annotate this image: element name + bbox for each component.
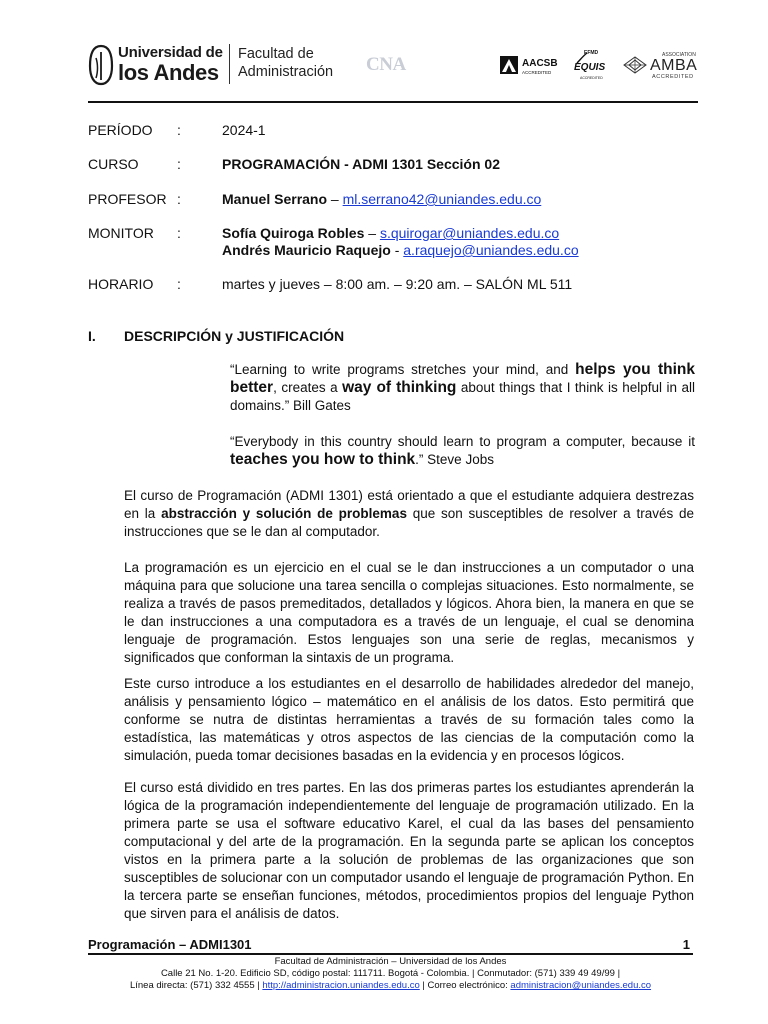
- footer-line-3: [88, 980, 693, 992]
- paragraph-1-text-a: El curso de Programación (ADMI 1301) está orientado a que el estudiante adquiera destrezas en la: [124, 488, 694, 521]
- quote-2-emphasis: teaches you how to think: [230, 451, 416, 468]
- quote-1-emphasis-b: way of thinking: [342, 379, 457, 396]
- monitor-2-name: Andrés Mauricio Raquejo: [222, 242, 391, 258]
- aacsb-sublabel: ACCREDITED: [522, 70, 552, 75]
- quote-1-text-a: “Learning to write programs stretches your mind, and: [230, 362, 576, 377]
- equis-label: EQUIS: [574, 62, 606, 73]
- profesor-name: Manuel Serrano: [222, 191, 328, 207]
- quote-1-emphasis-a: helps you think better: [230, 361, 695, 396]
- header-divider: [229, 44, 230, 84]
- profesor-value: [222, 191, 541, 208]
- amba-association-label: ASSOCIATION: [662, 52, 696, 58]
- profesor-label: PROFESOR: [88, 191, 167, 207]
- equis-sublabel: ACCREDITED: [580, 76, 603, 80]
- monitor-separator: :: [177, 225, 181, 241]
- quote-2-text-b: .” Steve Jobs: [415, 452, 494, 467]
- monitor-2-email-link[interactable]: a.raquejo@uniandes.edu.co: [403, 242, 579, 258]
- university-logo: [88, 42, 224, 88]
- footer-line-3-text-a: Línea directa: (571) 332 4555 |: [129, 980, 263, 991]
- paragraph-3: Este curso introduce a los estudiantes en el desarrollo de habilidades alrededor del manejo, análisis y pensamiento lógico – matemático en el análisis de los datos. Esto permitirá que conforme se nutra de distintas herramientas a través de su formación tales como la estadística, las matemáticas y otros aspectos de las ciencias de la computación como la simulación, pueda tomar decisiones basadas en la evidencia y en procesos lógicos.: [124, 676, 694, 763]
- page-number: 1: [682, 937, 690, 952]
- quote-1-text-c: about things that I think is helpful in all domains.” Bill Gates: [230, 380, 695, 413]
- quote-2-text-a: “Everybody in this country should learn to program a computer, because it: [230, 434, 695, 449]
- university-name-line2: los Andes: [118, 60, 219, 85]
- header-rule: [88, 101, 698, 103]
- horario-separator: :: [177, 276, 181, 292]
- info-row-monitor: [88, 225, 708, 261]
- faculty-name-line2: Administración: [238, 64, 334, 80]
- periodo-value: 2024-1: [222, 122, 266, 138]
- periodo-label: PERÍODO: [88, 122, 153, 138]
- efmd-label: EFMD: [584, 50, 599, 56]
- quote-1-text-b: , creates a: [273, 380, 343, 395]
- curso-label: CURSO: [88, 156, 139, 172]
- equis-logo: [574, 50, 622, 82]
- quote-bill-gates: [230, 361, 695, 415]
- letterhead: [88, 40, 698, 92]
- quote-steve-jobs: [230, 433, 695, 469]
- section-title: DESCRIPCIÓN y JUSTIFICACIÓN: [124, 328, 345, 344]
- paragraph-2: La programación es un ejercicio en el cual se le dan instrucciones a un computador o una máquina para que solucione una tarea sencilla o complejas situaciones. Esto normalmente, se realiza a través de pasos premeditados, detallados y lógicos. Ahora bien, la manera en que se le dan instrucciones a una computadora es a través de un lenguaje, el cual se denomina lenguaje de programación. Estos lenguajes son una serie de reglas, mecanismos y significados que conforman la sintaxis de un programa.: [124, 560, 694, 665]
- paragraph-1-text-b: que son susceptibles de resolver a través de instrucciones que se le dan al computador.: [124, 506, 694, 539]
- amba-logo: [622, 52, 698, 82]
- footer-line-3-text-b: | Correo electrónico:: [419, 980, 511, 991]
- periodo-separator: :: [177, 122, 181, 138]
- university-name-line1: Universidad de: [118, 44, 223, 61]
- monitor-label: MONITOR: [88, 225, 154, 241]
- horario-label: HORARIO: [88, 276, 154, 292]
- monitor-1-name: Sofía Quiroga Robles: [222, 225, 365, 241]
- profesor-separator: :: [177, 191, 181, 207]
- monitor-2: [222, 242, 579, 259]
- amba-label: AMBA: [650, 57, 698, 74]
- amba-sublabel: ACCREDITED: [652, 74, 694, 80]
- section-number: I.: [88, 328, 96, 344]
- profesor-dash: –: [327, 191, 343, 207]
- footer-website-link[interactable]: http://administracion.uniandes.edu.co: [262, 980, 420, 991]
- aacsb-emblem-icon: [500, 56, 518, 74]
- monitor-1-dash: –: [364, 225, 380, 241]
- cna-logo: CNA: [366, 54, 406, 75]
- monitor-1: [222, 225, 559, 242]
- footer-line-2: Calle 21 No. 1-20. Edificio SD, código postal: 111711. Bogotá - Colombia. | Conmutador: (571) 339 49 49/99 |: [160, 968, 621, 979]
- monitor-2-dash: -: [390, 242, 404, 258]
- curso-separator: :: [177, 156, 181, 172]
- profesor-email-link[interactable]: ml.serrano42@uniandes.edu.co: [342, 191, 542, 207]
- faculty-name-line1: Facultad de: [238, 46, 314, 62]
- university-emblem-icon: [88, 44, 114, 86]
- aacsb-label: AACSB: [522, 58, 558, 69]
- paragraph-1-emphasis: abstracción y solución de problemas: [161, 506, 407, 521]
- footer-email-link[interactable]: administracion@uniandes.edu.co: [510, 980, 652, 991]
- aacsb-logo: [500, 54, 562, 80]
- curso-value: PROGRAMACIÓN - ADMI 1301 Sección 02: [222, 156, 500, 172]
- footer-course-title: Programación – ADMI1301: [88, 937, 252, 952]
- footer-line-1: Facultad de Administración – Universidad de los Andes: [274, 956, 507, 967]
- paragraph-1: [124, 487, 694, 541]
- horario-value: martes y jueves – 8:00 am. – 9:20 am. – SALÓN ML 511: [222, 276, 573, 292]
- monitor-1-email-link[interactable]: s.quirogar@uniandes.edu.co: [379, 225, 560, 241]
- amba-emblem-icon: [622, 56, 648, 74]
- footer-rule: [88, 953, 693, 955]
- paragraph-4: El curso está dividido en tres partes. En las dos primeras partes los estudiantes aprenderán la lógica de la programación independientemente del lenguaje de programación utilizado. En la primera parte se usa el software educativo Karel, el cual da las bases del pensamiento computacional y del arte de la programación. En la segunda parte se aplican los conceptos vistos en la primera parte a la solución de problemas de las organizaciones que son susceptibles de solucionar con un computador usando el lenguaje de programación Python. En la tercera parte se enseñan funciones, métodos, procedimientos propios del lenguaje Python que sirven para el análisis de datos.: [124, 780, 694, 921]
